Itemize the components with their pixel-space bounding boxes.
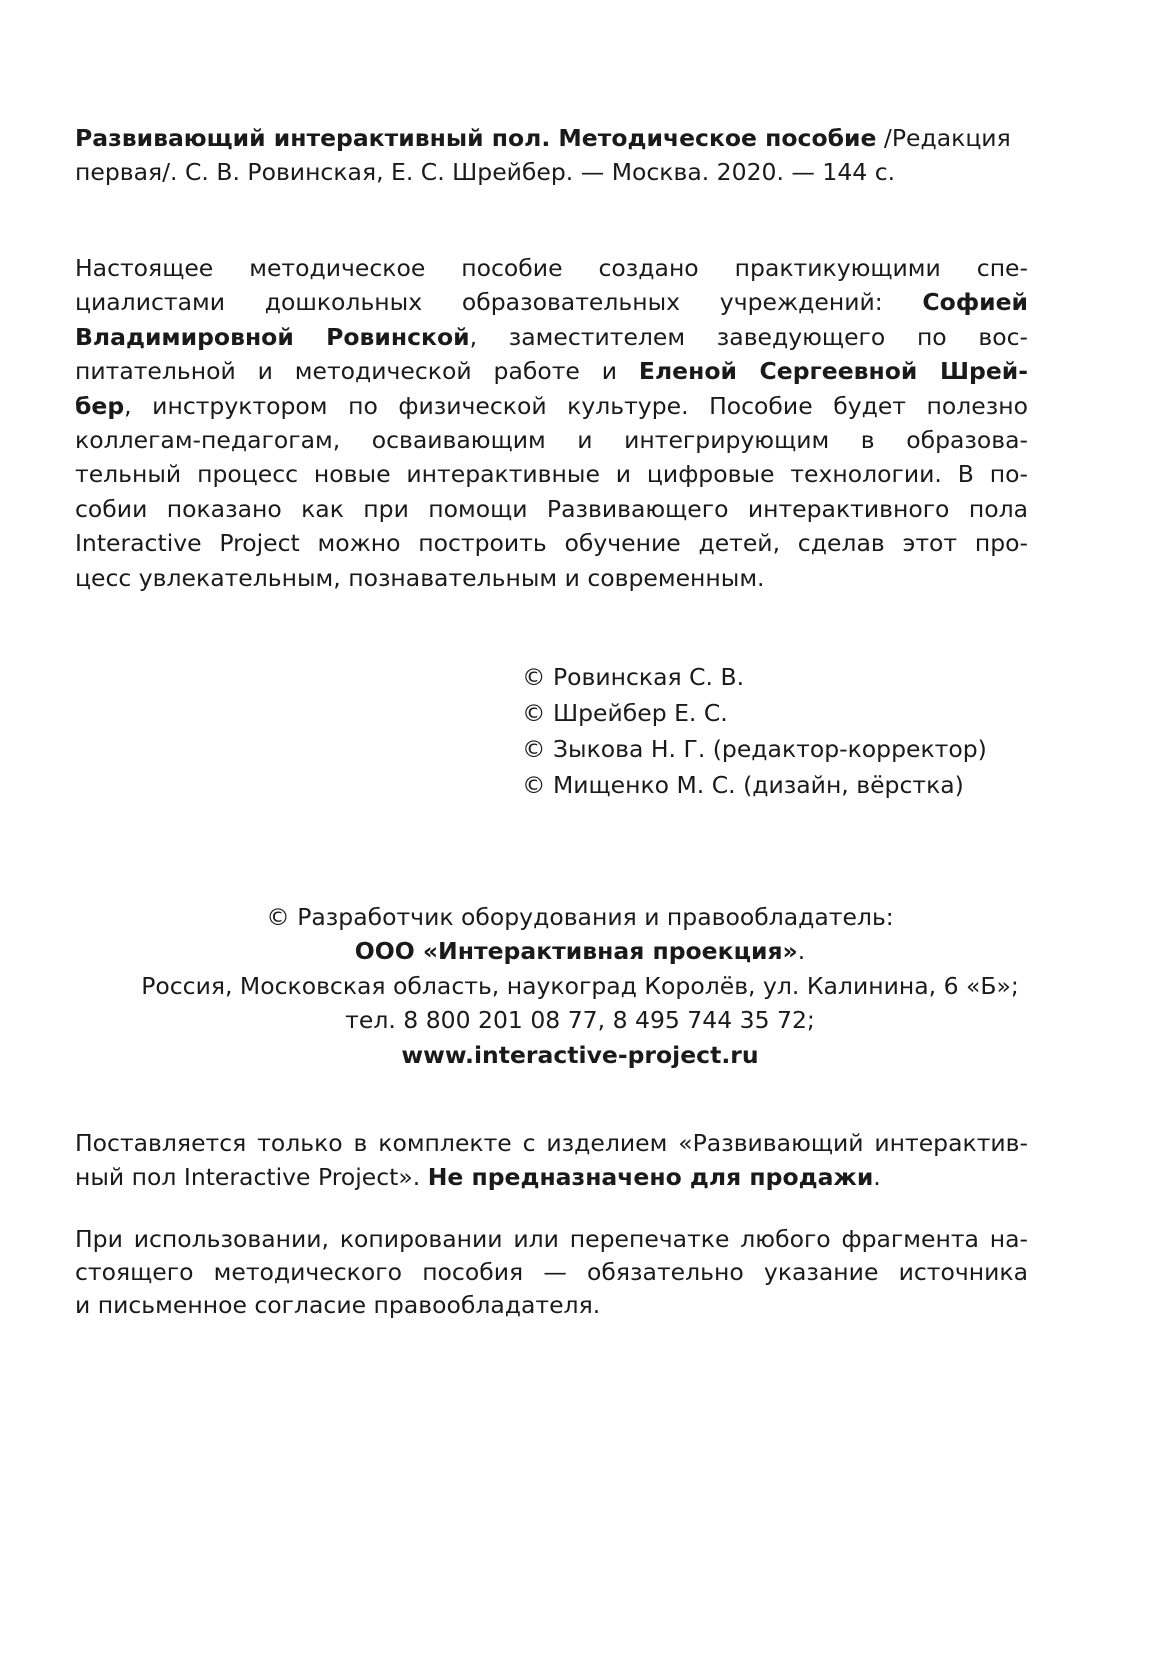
text-segment: первая/. С. В. Ровинская, Е. С. Шрейбер. — Москва. 2020. — 144 с. [75,158,896,187]
text-segment: стоящего методического пособия — обязательно указание источника [75,1258,1028,1286]
text-segment: тел. 8 800 201 08 77, 8 495 744 35 72; [345,1006,815,1035]
annotation-line [75,285,1028,319]
bold-text: Не предназначено для продажи [427,1163,874,1192]
text-segment: . [797,937,806,966]
bold-text: Софией [922,288,1028,317]
text-segment: цесс увлекательным, познавательным и современным. [75,563,765,592]
annotation-line [75,389,1028,423]
notice-line [75,1126,1028,1160]
text-segment: и письменное согласие правообладателя. [75,1291,601,1319]
publisher-line [75,969,1085,1003]
text-segment: собии показано как при помощи Развивающего интерактивного пола [75,494,1028,523]
publisher-line [75,1003,1085,1037]
text-segment: © Зыкова Н. Г. (редактор-корректор) [522,735,987,763]
bibliographic-imprint [75,121,1028,190]
text-segment: При использовании, копировании или перепечатке любого фрагмента на- [75,1225,1028,1253]
text-segment: питательной и методической работе и [75,357,639,386]
publisher-line [75,900,1085,934]
annotation-line [75,526,1028,560]
copyrights-line [522,767,1022,803]
copyrights-line [522,731,1022,767]
annotation-line [75,423,1028,457]
copyrights-line [522,695,1022,731]
text-segment: . [873,1163,881,1192]
publisher-info [75,900,1085,1072]
copyrights-line [522,659,1022,695]
text-segment: ный пол Interactive Project». [75,1163,428,1192]
text-segment: Interactive Project можно построить обучение детей, сделав этот про- [75,529,1028,558]
bold-text: бер [75,391,125,420]
rights-line [75,1223,1028,1256]
website-link[interactable]: www.interactive-project.ru [401,1040,759,1069]
text-segment: © Разработчик оборудования и правообладатель: [266,903,894,931]
text-segment: Поставляется только в комплекте с изделием «Развивающий интерактив- [75,1129,1028,1157]
rights-line [75,1289,1028,1322]
text-segment: тельный процесс новые интерактивные и цифровые технологии. В по- [75,460,1028,489]
copyright-list [522,659,1022,803]
annotation-line [75,457,1028,491]
bold-text: Владимировной Ровинской [75,322,470,351]
annotation-line [75,492,1028,526]
annotation-line [75,320,1028,354]
rights-line [75,1256,1028,1289]
text-segment: © Мищенко М. С. (дизайн, вёрстка) [522,771,964,799]
bold-text: ООО «Интерактивная проекция» [354,937,798,966]
text-segment: © Шрейбер Е. С. [522,699,728,727]
text-segment: коллегам-педагогам, осваивающим и интегрирующим в образова- [75,425,1028,454]
text-segment: , заместителем заведующего по вос- [469,322,1028,351]
annotation-line [75,561,1028,595]
annotation-line [75,354,1028,388]
distribution-notice [75,1126,1028,1195]
imprint-line [75,121,1028,155]
bold-text: Еленой Сергеевной Шрей- [638,357,1028,386]
text-segment: © Ровинская С. В. [522,663,745,691]
bold-text: Развивающий интерактивный пол. Методическое пособие [75,124,877,152]
text-segment: Настоящее методическое пособие создано практикующими спе- [75,254,1028,282]
annotation-line [75,251,1028,285]
text-segment: , инструктором по физической культуре. Пособие будет полезно [124,391,1028,420]
publisher-line [75,1038,1085,1072]
text-segment: циалистами дошкольных образовательных учреждений: [75,288,923,317]
imprint-line [75,155,1028,189]
annotation-paragraph [75,251,1028,595]
notice-line [75,1160,1028,1194]
rights-notice [75,1223,1028,1322]
text-segment: /Редакция [876,124,1011,152]
publisher-line [75,934,1085,968]
text-segment: Россия, Московская область, наукоград Королёв, ул. Калинина, 6 «Б»; [141,971,1019,1000]
